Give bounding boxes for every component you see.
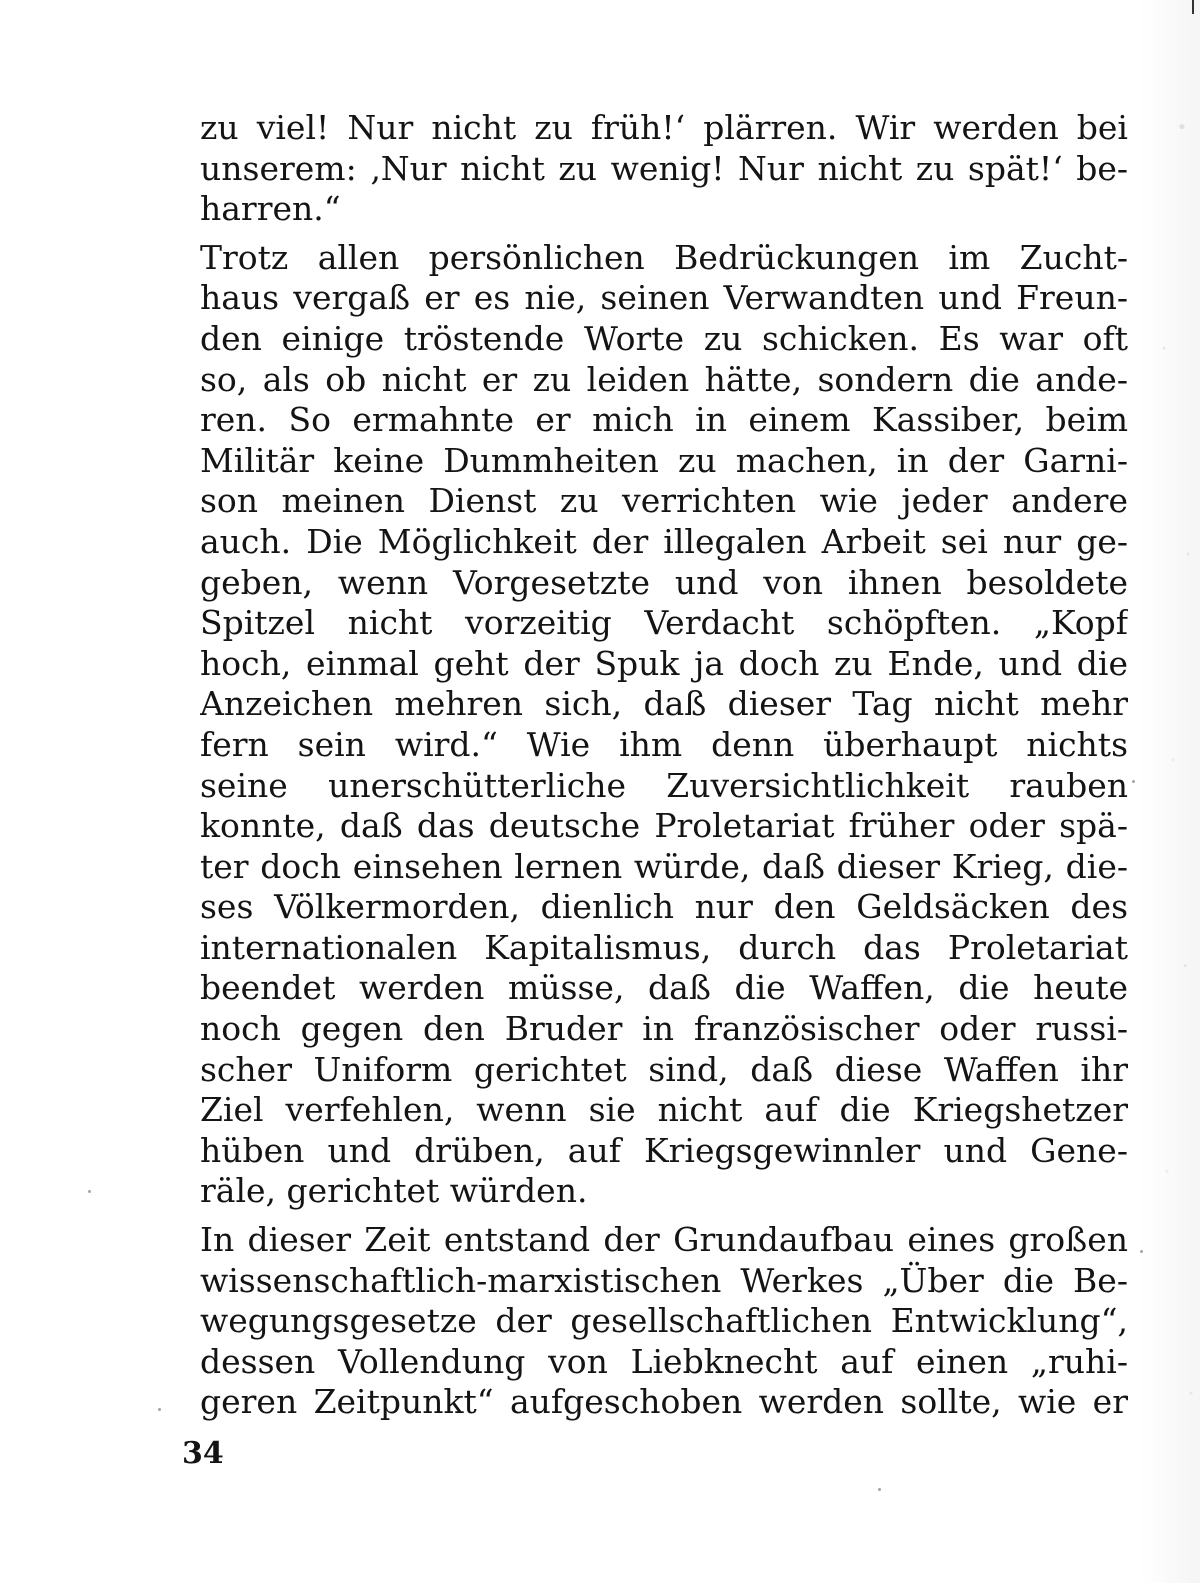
print-speck: [158, 1408, 161, 1411]
body-text: [200, 108, 1128, 1423]
text-line: fern sein wird.“ Wie ihm denn überhaupt nichts: [200, 724, 1128, 764]
page-edge-mark: [1192, 0, 1194, 14]
text-line: Militär keine Dummheiten zu machen, in der Garni-: [200, 440, 1128, 480]
text-line: so, als ob nicht er zu leiden hätte, sondern die ande-: [200, 359, 1128, 399]
text-line: den einige tröstende Worte zu schicken. Es war oft: [200, 318, 1128, 358]
print-speck: [88, 1190, 91, 1193]
text-line: haus vergaß er es nie, seinen Verwandten und Freun-: [200, 278, 1128, 318]
print-speck: [1140, 1250, 1143, 1253]
text-line: dessen Vollendung von Liebknecht auf einen „ruhi-: [200, 1341, 1128, 1381]
page-edge-shadow: [1140, 0, 1200, 1583]
text-line: zu viel! Nur nicht zu früh!‘ plärren. Wir werden bei: [200, 108, 1128, 147]
text-line: räle, gerichtet würden.: [200, 1171, 588, 1211]
text-line: beendet werden müsse, daß die Waffen, die heute: [200, 968, 1128, 1008]
text-line: Spitzel nicht vorzeitig Verdacht schöpften. „Kopf: [200, 603, 1128, 643]
text-line: ter doch einsehen lernen würde, daß dieser Krieg, die-: [200, 846, 1128, 886]
text-line: In dieser Zeit entstand der Grundaufbau eines großen: [200, 1220, 1128, 1260]
text-line: Anzeichen mehren sich, daß dieser Tag nicht mehr: [200, 684, 1128, 724]
text-line: wegungsgesetze der gesellschaftlichen Entwicklung“,: [200, 1301, 1128, 1341]
text-line: hüben und drüben, auf Kriegsgewinnler und Gene-: [200, 1130, 1128, 1170]
text-line: hoch, einmal geht der Spuk ja doch zu Ende, und die: [200, 643, 1128, 683]
text-line: son meinen Dienst zu verrichten wie jeder andere: [200, 481, 1128, 521]
text-line: geren Zeitpunkt“ aufgeschoben werden sollte, wie er: [200, 1382, 1128, 1422]
text-line: Ziel verfehlen, wenn sie nicht auf die Kriegshetzer: [200, 1090, 1128, 1130]
paragraph-3: [200, 1220, 1128, 1423]
print-speck: [1132, 780, 1135, 783]
text-line: auch. Die Möglichkeit der illegalen Arbeit sei nur ge-: [200, 521, 1128, 561]
paragraph-2: [200, 238, 1128, 1212]
text-line: scher Uniform gerichtet sind, daß diese Waffen ihr: [200, 1049, 1128, 1089]
paragraph-1: [200, 108, 1128, 230]
print-speck: [878, 1488, 881, 1491]
text-line: wissenschaftlich-marxistischen Werkes „Über die Be-: [200, 1260, 1128, 1300]
text-line: geben, wenn Vorgesetzte und von ihnen besoldete: [200, 562, 1128, 602]
text-line: unserem: ‚Nur nicht zu wenig! Nur nicht zu spät!‘ be-: [200, 148, 1128, 188]
text-line: konnte, daß das deutsche Proletariat früher oder spä-: [200, 806, 1128, 846]
text-line: internationalen Kapitalismus, durch das Proletariat: [200, 927, 1128, 967]
text-line: noch gegen den Bruder in französischer oder russi-: [200, 1009, 1128, 1049]
page-number: 34: [182, 1436, 224, 1471]
text-line: ren. So ermahnte er mich in einem Kassiber, beim: [200, 400, 1128, 440]
text-line: harren.“: [200, 189, 341, 229]
text-line: Trotz allen persönlichen Bedrückungen im Zucht-: [200, 237, 1128, 277]
text-line: ses Völkermorden, dienlich nur den Geldsäcken des: [200, 887, 1128, 927]
text-line: seine unerschütterliche Zuversichtlichkeit rauben: [200, 765, 1128, 805]
